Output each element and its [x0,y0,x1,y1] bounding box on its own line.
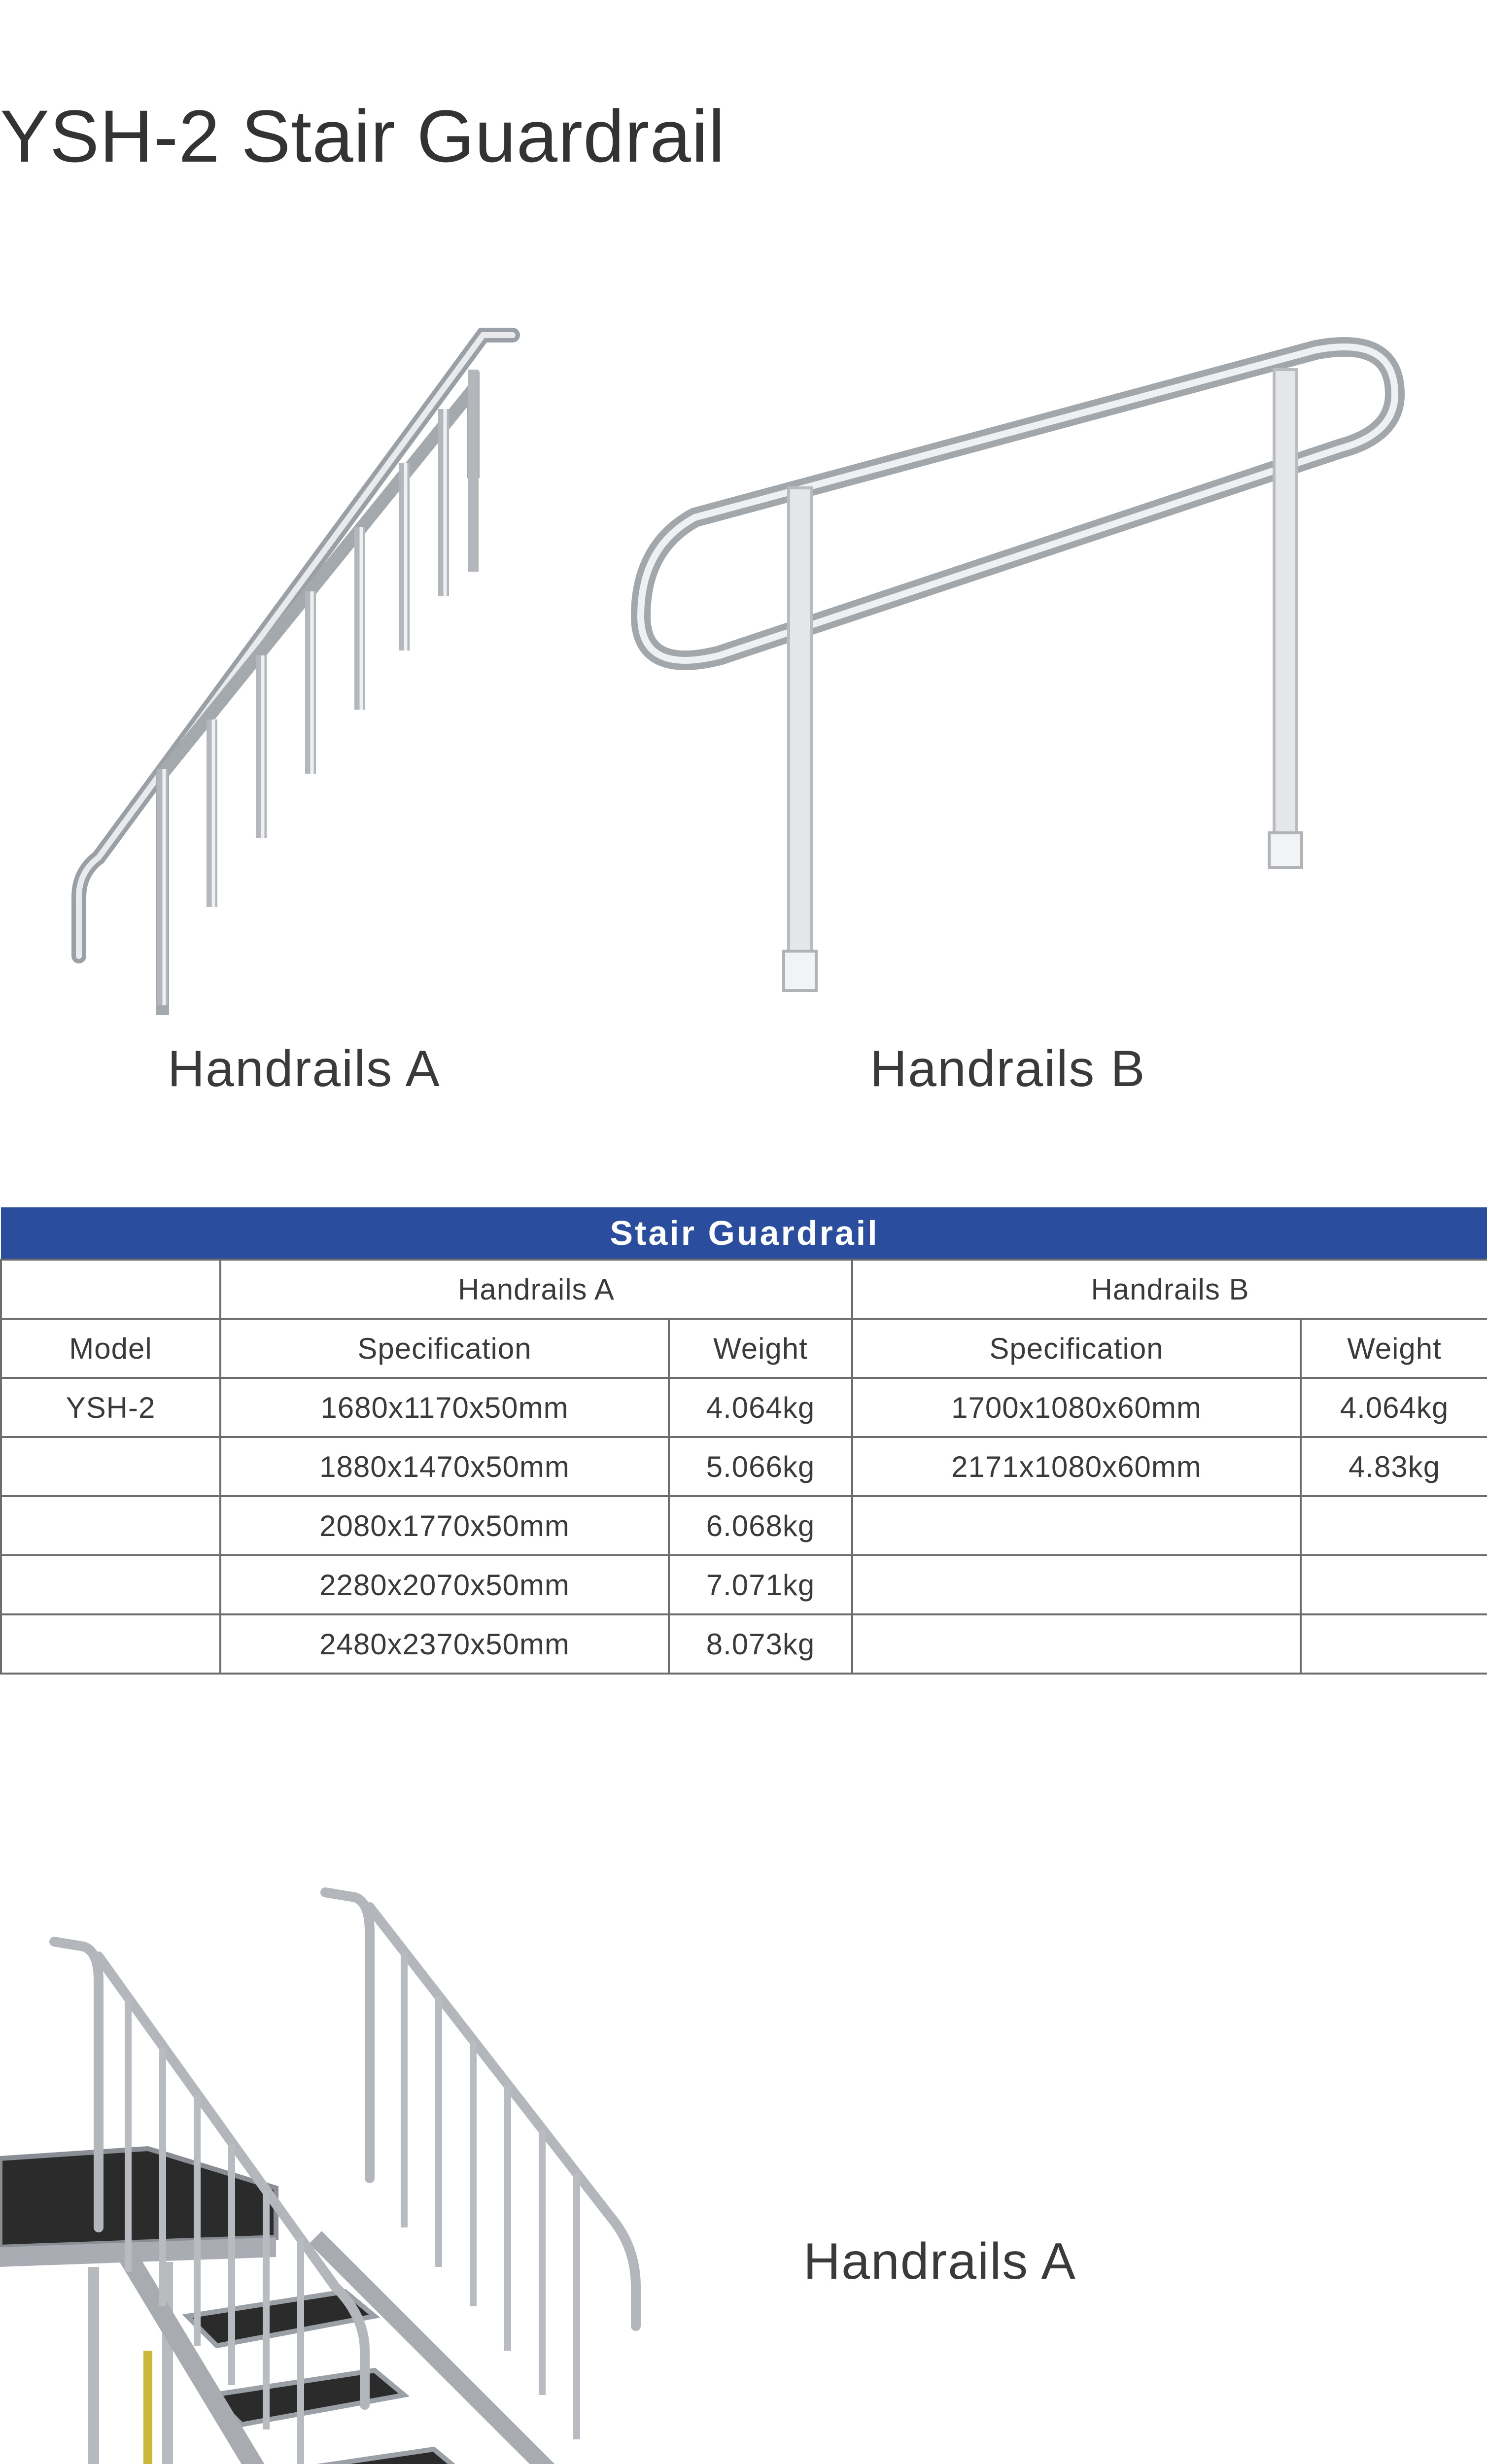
table-header-spec-b: Specification [852,1319,1301,1378]
page-title: YSH-2 Stair Guardrail [0,95,726,177]
cell-spec-b: 1700x1080x60mm [852,1378,1301,1437]
handrail-a-stage-illustration [0,1882,660,2464]
table-header-model: Model [1,1319,220,1378]
table-row [1,1437,1487,1496]
spec-table [0,1207,1487,1675]
cell-weight-a: 7.071kg [669,1555,852,1614]
table-group-a: Handrails A [220,1260,852,1319]
table-header-weight-b: Weight [1301,1319,1487,1378]
cell-spec-a: 1880x1470x50mm [220,1437,669,1496]
table-banner: Stair Guardrail [1,1207,1487,1260]
table-row [1,1496,1487,1555]
table-empty-cell [1,1260,220,1319]
cell-spec-b [852,1496,1301,1555]
table-group-b: Handrails B [852,1260,1487,1319]
cell-spec-b [852,1555,1301,1614]
cell-weight-b: 4.064kg [1301,1378,1487,1437]
cell-weight-a: 8.073kg [669,1614,852,1674]
cell-spec-a: 2480x2370x50mm [220,1614,669,1674]
table-row [1,1614,1487,1674]
handrail-a-product-image [49,315,532,1030]
cell-weight-b [1301,1496,1487,1555]
cell-model: YSH-2 [1,1378,220,1437]
cell-model [1,1496,220,1555]
cell-weight-b [1301,1555,1487,1614]
handrail-b-product-image [636,340,1405,1010]
caption-handrails-b-top: Handrails B [870,1040,1146,1097]
caption-handrails-a-top: Handrails A [168,1040,441,1097]
cell-model [1,1437,220,1496]
table-header-weight-a: Weight [669,1319,852,1378]
cell-spec-a: 2280x2070x50mm [220,1555,669,1614]
cell-weight-a: 4.064kg [669,1378,852,1437]
cell-spec-a: 1680x1170x50mm [220,1378,669,1437]
table-row [1,1555,1487,1614]
cell-model [1,1614,220,1674]
cell-weight-b: 4.83kg [1301,1437,1487,1496]
cell-weight-a: 5.066kg [669,1437,852,1496]
cell-spec-b [852,1614,1301,1674]
cell-weight-a: 6.068kg [669,1496,852,1555]
cell-weight-b [1301,1614,1487,1674]
cell-spec-a: 2080x1770x50mm [220,1496,669,1555]
cell-spec-b: 2171x1080x60mm [852,1437,1301,1496]
table-header-spec-a: Specification [220,1319,669,1378]
table-row [1,1378,1487,1437]
caption-handrails-a-bottom: Handrails A [803,2233,1076,2290]
cell-model [1,1555,220,1614]
